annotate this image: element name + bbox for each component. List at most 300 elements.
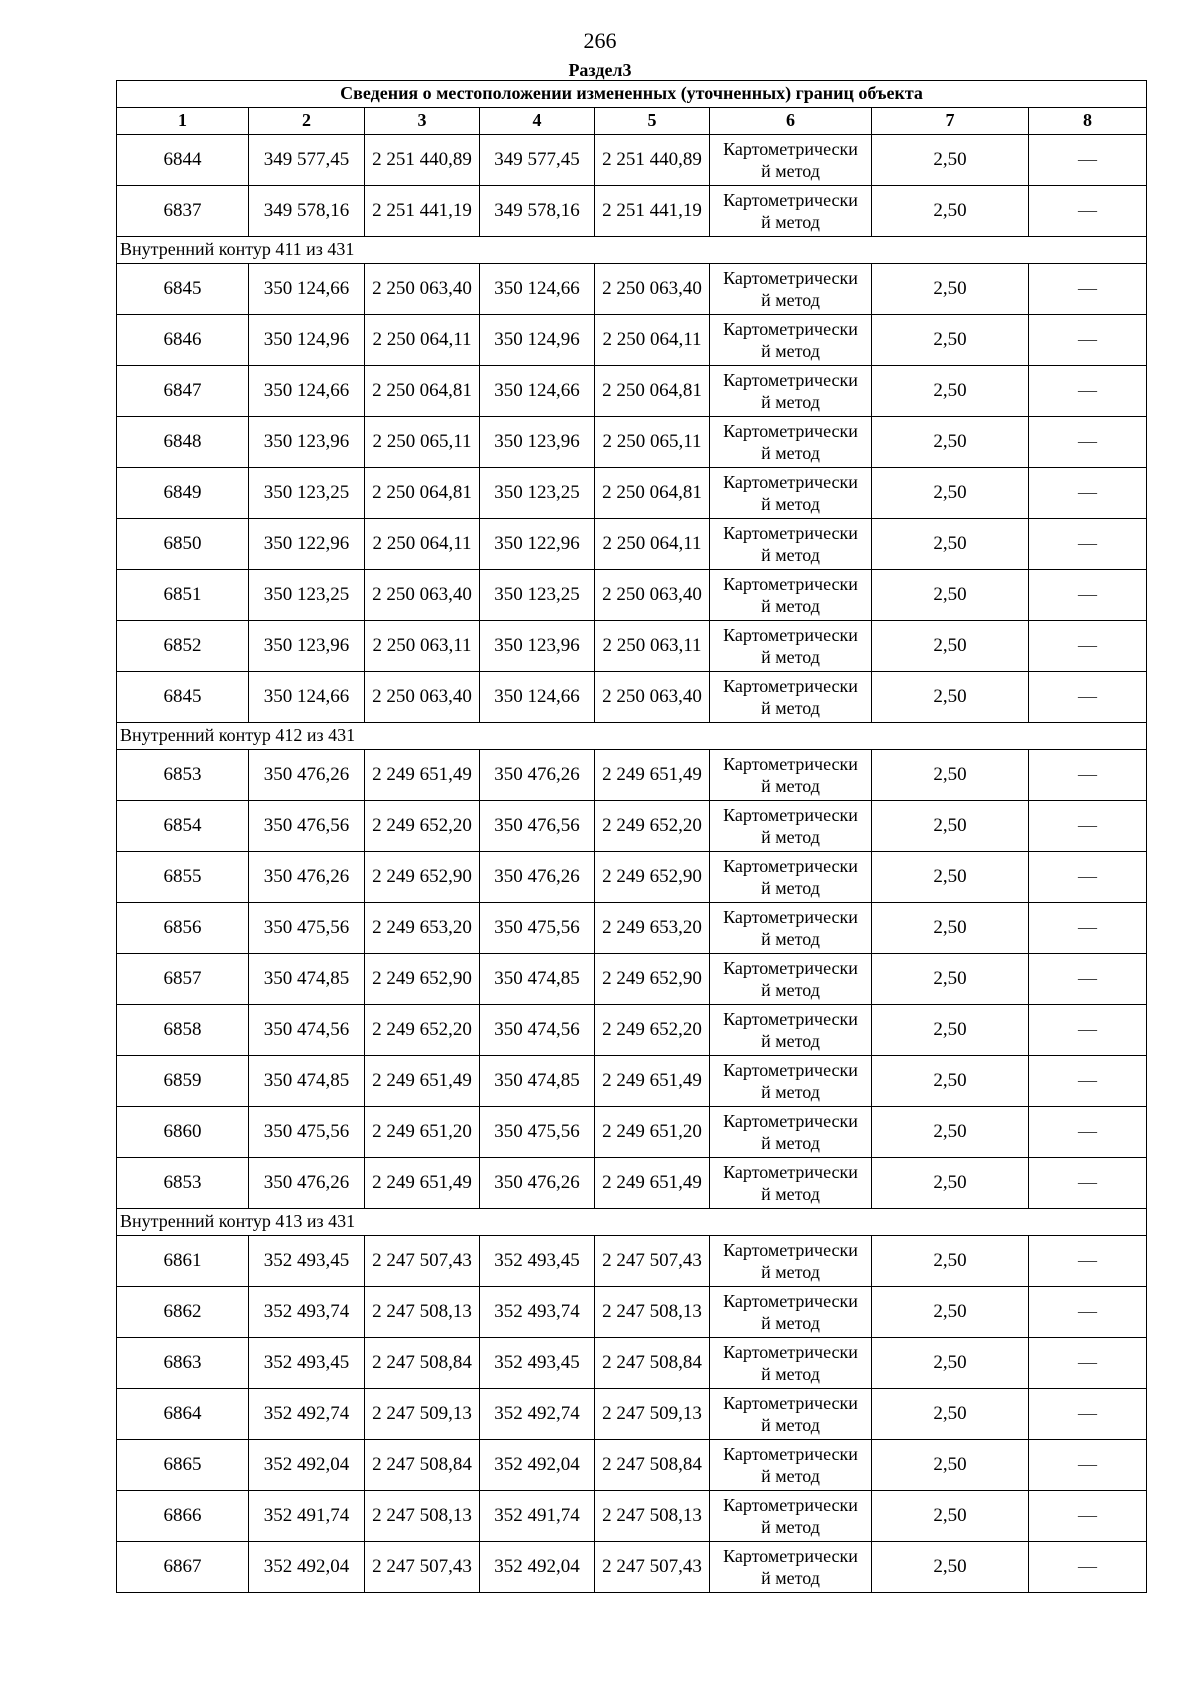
method-cell xyxy=(710,315,872,366)
y-refined-cell: 2 249 652,20 xyxy=(595,801,710,852)
precision-cell: 2,50 xyxy=(872,1389,1029,1440)
method-line-2: й метод xyxy=(761,827,820,847)
method-line-1: Картометрически xyxy=(723,1111,858,1131)
y-refined-cell: 2 247 509,13 xyxy=(595,1389,710,1440)
x-refined-cell: 350 474,85 xyxy=(480,954,595,1005)
y-existing-cell: 2 251 440,89 xyxy=(365,135,480,186)
y-existing-cell: 2 250 063,40 xyxy=(365,672,480,723)
point-id-cell: 6866 xyxy=(117,1491,249,1542)
method-line-1: Картометрически xyxy=(723,676,858,696)
precision-cell: 2,50 xyxy=(872,417,1029,468)
column-numbers-row xyxy=(117,108,1147,135)
point-id-cell: 6860 xyxy=(117,1107,249,1158)
y-refined-cell: 2 250 063,11 xyxy=(595,621,710,672)
table-row xyxy=(117,1107,1147,1158)
method-line-2: й метод xyxy=(761,647,820,667)
table-row xyxy=(117,672,1147,723)
x-refined-cell: 350 123,96 xyxy=(480,621,595,672)
x-existing-cell: 350 123,25 xyxy=(249,570,365,621)
method-line-2: й метод xyxy=(761,1415,820,1435)
method-line-2: й метод xyxy=(761,776,820,796)
x-refined-cell: 350 475,56 xyxy=(480,903,595,954)
method-cell xyxy=(710,1389,872,1440)
column8-cell: — xyxy=(1029,1287,1147,1338)
x-existing-cell: 350 474,85 xyxy=(249,1056,365,1107)
point-id-cell: 6846 xyxy=(117,315,249,366)
method-line-2: й метод xyxy=(761,929,820,949)
x-existing-cell: 349 577,45 xyxy=(249,135,365,186)
x-refined-cell: 352 493,45 xyxy=(480,1236,595,1287)
x-refined-cell: 349 577,45 xyxy=(480,135,595,186)
y-existing-cell: 2 250 063,40 xyxy=(365,264,480,315)
method-cell xyxy=(710,1287,872,1338)
column-number: 8 xyxy=(1029,108,1147,135)
column8-cell: — xyxy=(1029,852,1147,903)
method-line-1: Картометрически xyxy=(723,754,858,774)
y-refined-cell: 2 249 651,20 xyxy=(595,1107,710,1158)
table-row xyxy=(117,750,1147,801)
y-refined-cell: 2 249 651,49 xyxy=(595,1056,710,1107)
point-id-cell: 6845 xyxy=(117,264,249,315)
method-cell xyxy=(710,1440,872,1491)
method-line-2: й метод xyxy=(761,980,820,1000)
y-existing-cell: 2 247 508,13 xyxy=(365,1287,480,1338)
x-existing-cell: 352 491,74 xyxy=(249,1491,365,1542)
column8-cell: — xyxy=(1029,1389,1147,1440)
point-id-cell: 6849 xyxy=(117,468,249,519)
method-line-1: Картометрически xyxy=(723,319,858,339)
method-line-1: Картометрически xyxy=(723,1546,858,1566)
method-line-1: Картометрически xyxy=(723,139,858,159)
y-refined-cell: 2 247 508,13 xyxy=(595,1491,710,1542)
y-existing-cell: 2 251 441,19 xyxy=(365,186,480,237)
table-row xyxy=(117,1542,1147,1593)
column-number: 2 xyxy=(249,108,365,135)
method-line-1: Картометрически xyxy=(723,856,858,876)
method-line-2: й метод xyxy=(761,392,820,412)
section-title: Раздел3 xyxy=(568,60,632,80)
column8-cell: — xyxy=(1029,1542,1147,1593)
y-refined-cell: 2 251 441,19 xyxy=(595,186,710,237)
table-row xyxy=(117,468,1147,519)
precision-cell: 2,50 xyxy=(872,570,1029,621)
x-existing-cell: 352 493,45 xyxy=(249,1338,365,1389)
x-existing-cell: 350 474,56 xyxy=(249,1005,365,1056)
point-id-cell: 6853 xyxy=(117,1158,249,1209)
method-cell xyxy=(710,621,872,672)
precision-cell: 2,50 xyxy=(872,672,1029,723)
method-cell xyxy=(710,672,872,723)
y-refined-cell: 2 249 652,90 xyxy=(595,852,710,903)
method-line-2: й метод xyxy=(761,1466,820,1486)
table-row xyxy=(117,954,1147,1005)
x-existing-cell: 352 493,74 xyxy=(249,1287,365,1338)
point-id-cell: 6861 xyxy=(117,1236,249,1287)
point-id-cell: 6865 xyxy=(117,1440,249,1491)
point-id-cell: 6837 xyxy=(117,186,249,237)
x-refined-cell: 352 492,04 xyxy=(480,1440,595,1491)
point-id-cell: 6858 xyxy=(117,1005,249,1056)
method-cell xyxy=(710,186,872,237)
y-refined-cell: 2 249 651,49 xyxy=(595,1158,710,1209)
column8-cell: — xyxy=(1029,315,1147,366)
x-existing-cell: 350 476,26 xyxy=(249,750,365,801)
y-refined-cell: 2 251 440,89 xyxy=(595,135,710,186)
method-line-2: й метод xyxy=(761,878,820,898)
column8-cell: — xyxy=(1029,1338,1147,1389)
column8-cell: — xyxy=(1029,1107,1147,1158)
method-cell xyxy=(710,1338,872,1389)
y-existing-cell: 2 247 508,84 xyxy=(365,1440,480,1491)
method-line-1: Картометрически xyxy=(723,1009,858,1029)
y-existing-cell: 2 249 652,90 xyxy=(365,852,480,903)
precision-cell: 2,50 xyxy=(872,801,1029,852)
method-line-1: Картометрически xyxy=(723,190,858,210)
table-row xyxy=(117,315,1147,366)
table-row xyxy=(117,366,1147,417)
precision-cell: 2,50 xyxy=(872,519,1029,570)
method-line-1: Картометрически xyxy=(723,625,858,645)
point-id-cell: 6862 xyxy=(117,1287,249,1338)
x-refined-cell: 350 124,66 xyxy=(480,264,595,315)
method-line-2: й метод xyxy=(761,1517,820,1537)
y-refined-cell: 2 249 653,20 xyxy=(595,903,710,954)
y-refined-cell: 2 250 063,40 xyxy=(595,672,710,723)
table-row xyxy=(117,186,1147,237)
method-line-2: й метод xyxy=(761,290,820,310)
y-refined-cell: 2 247 507,43 xyxy=(595,1542,710,1593)
y-existing-cell: 2 247 509,13 xyxy=(365,1389,480,1440)
method-line-2: й метод xyxy=(761,161,820,181)
x-existing-cell: 350 123,25 xyxy=(249,468,365,519)
column-number: 6 xyxy=(710,108,872,135)
precision-cell: 2,50 xyxy=(872,1236,1029,1287)
y-existing-cell: 2 250 064,81 xyxy=(365,468,480,519)
table-row xyxy=(117,417,1147,468)
y-existing-cell: 2 249 652,20 xyxy=(365,801,480,852)
x-refined-cell: 350 476,56 xyxy=(480,801,595,852)
point-id-cell: 6857 xyxy=(117,954,249,1005)
precision-cell: 2,50 xyxy=(872,1158,1029,1209)
point-id-cell: 6859 xyxy=(117,1056,249,1107)
x-refined-cell: 352 493,74 xyxy=(480,1287,595,1338)
method-cell xyxy=(710,468,872,519)
point-id-cell: 6867 xyxy=(117,1542,249,1593)
method-line-1: Картометрически xyxy=(723,1240,858,1260)
column8-cell: — xyxy=(1029,366,1147,417)
precision-cell: 2,50 xyxy=(872,264,1029,315)
method-cell xyxy=(710,1056,872,1107)
column8-cell: — xyxy=(1029,801,1147,852)
y-refined-cell: 2 247 507,43 xyxy=(595,1236,710,1287)
boundary-coordinates-table xyxy=(116,80,1147,1593)
method-line-1: Картометрически xyxy=(723,1291,858,1311)
x-existing-cell: 350 123,96 xyxy=(249,417,365,468)
column-number: 5 xyxy=(595,108,710,135)
x-existing-cell: 350 124,66 xyxy=(249,264,365,315)
table-row xyxy=(117,1389,1147,1440)
precision-cell: 2,50 xyxy=(872,315,1029,366)
table-row xyxy=(117,1056,1147,1107)
contour-header-row xyxy=(117,237,1147,264)
x-refined-cell: 352 493,45 xyxy=(480,1338,595,1389)
point-id-cell: 6856 xyxy=(117,903,249,954)
method-cell xyxy=(710,417,872,468)
method-line-1: Картометрически xyxy=(723,1162,858,1182)
method-cell xyxy=(710,954,872,1005)
method-line-2: й метод xyxy=(761,443,820,463)
column8-cell: — xyxy=(1029,417,1147,468)
x-existing-cell: 349 578,16 xyxy=(249,186,365,237)
y-existing-cell: 2 249 651,20 xyxy=(365,1107,480,1158)
y-refined-cell: 2 247 508,13 xyxy=(595,1287,710,1338)
column8-cell: — xyxy=(1029,1005,1147,1056)
method-cell xyxy=(710,903,872,954)
x-existing-cell: 350 474,85 xyxy=(249,954,365,1005)
table-row xyxy=(117,1158,1147,1209)
method-line-1: Картометрически xyxy=(723,1393,858,1413)
contour-label: Внутренний контур 411 из 431 xyxy=(117,237,1147,264)
method-line-2: й метод xyxy=(761,1364,820,1384)
x-refined-cell: 352 492,04 xyxy=(480,1542,595,1593)
y-existing-cell: 2 247 507,43 xyxy=(365,1236,480,1287)
precision-cell: 2,50 xyxy=(872,1440,1029,1491)
x-existing-cell: 350 122,96 xyxy=(249,519,365,570)
precision-cell: 2,50 xyxy=(872,186,1029,237)
method-cell xyxy=(710,750,872,801)
method-line-1: Картометрически xyxy=(723,472,858,492)
method-cell xyxy=(710,1542,872,1593)
precision-cell: 2,50 xyxy=(872,1542,1029,1593)
column8-cell: — xyxy=(1029,570,1147,621)
method-line-2: й метод xyxy=(761,212,820,232)
x-refined-cell: 350 474,85 xyxy=(480,1056,595,1107)
column8-cell: — xyxy=(1029,954,1147,1005)
method-line-1: Картометрически xyxy=(723,1060,858,1080)
y-refined-cell: 2 250 064,11 xyxy=(595,519,710,570)
x-existing-cell: 352 493,45 xyxy=(249,1236,365,1287)
precision-cell: 2,50 xyxy=(872,954,1029,1005)
table-row xyxy=(117,1236,1147,1287)
y-refined-cell: 2 250 064,81 xyxy=(595,468,710,519)
y-refined-cell: 2 249 652,20 xyxy=(595,1005,710,1056)
method-cell xyxy=(710,366,872,417)
column8-cell: — xyxy=(1029,903,1147,954)
y-existing-cell: 2 250 064,11 xyxy=(365,519,480,570)
column8-cell: — xyxy=(1029,186,1147,237)
method-cell xyxy=(710,1158,872,1209)
y-refined-cell: 2 249 652,90 xyxy=(595,954,710,1005)
y-existing-cell: 2 250 064,11 xyxy=(365,315,480,366)
method-line-1: Картометрически xyxy=(723,268,858,288)
x-refined-cell: 350 124,66 xyxy=(480,366,595,417)
method-line-2: й метод xyxy=(761,698,820,718)
y-existing-cell: 2 250 063,40 xyxy=(365,570,480,621)
point-id-cell: 6854 xyxy=(117,801,249,852)
method-line-2: й метод xyxy=(761,545,820,565)
column8-cell: — xyxy=(1029,264,1147,315)
method-line-1: Картометрически xyxy=(723,958,858,978)
x-existing-cell: 350 124,66 xyxy=(249,672,365,723)
contour-header-row xyxy=(117,1209,1147,1236)
point-id-cell: 6850 xyxy=(117,519,249,570)
method-line-1: Картометрически xyxy=(723,421,858,441)
column8-cell: — xyxy=(1029,1440,1147,1491)
x-refined-cell: 352 491,74 xyxy=(480,1491,595,1542)
method-line-2: й метод xyxy=(761,1082,820,1102)
precision-cell: 2,50 xyxy=(872,621,1029,672)
method-line-2: й метод xyxy=(761,1313,820,1333)
method-cell xyxy=(710,1236,872,1287)
column8-cell: — xyxy=(1029,1056,1147,1107)
precision-cell: 2,50 xyxy=(872,903,1029,954)
x-refined-cell: 350 123,25 xyxy=(480,570,595,621)
method-cell xyxy=(710,801,872,852)
x-existing-cell: 352 492,04 xyxy=(249,1542,365,1593)
y-refined-cell: 2 249 651,49 xyxy=(595,750,710,801)
y-existing-cell: 2 247 508,13 xyxy=(365,1491,480,1542)
y-existing-cell: 2 247 507,43 xyxy=(365,1542,480,1593)
x-existing-cell: 350 476,56 xyxy=(249,801,365,852)
table-row xyxy=(117,621,1147,672)
method-cell xyxy=(710,570,872,621)
table-row xyxy=(117,1338,1147,1389)
method-line-1: Картометрически xyxy=(723,805,858,825)
method-line-2: й метод xyxy=(761,1262,820,1282)
table-caption: Сведения о местоположении измененных (уточненных) границ объекта xyxy=(117,81,1147,108)
method-line-1: Картометрически xyxy=(723,574,858,594)
method-cell xyxy=(710,852,872,903)
x-refined-cell: 350 123,25 xyxy=(480,468,595,519)
y-existing-cell: 2 249 651,49 xyxy=(365,750,480,801)
table-row xyxy=(117,852,1147,903)
method-line-1: Картометрически xyxy=(723,370,858,390)
x-existing-cell: 352 492,74 xyxy=(249,1389,365,1440)
point-id-cell: 6864 xyxy=(117,1389,249,1440)
method-line-2: й метод xyxy=(761,1133,820,1153)
x-refined-cell: 352 492,74 xyxy=(480,1389,595,1440)
point-id-cell: 6845 xyxy=(117,672,249,723)
x-refined-cell: 350 124,96 xyxy=(480,315,595,366)
method-cell xyxy=(710,135,872,186)
column8-cell: — xyxy=(1029,519,1147,570)
x-refined-cell: 350 476,26 xyxy=(480,1158,595,1209)
y-existing-cell: 2 249 653,20 xyxy=(365,903,480,954)
precision-cell: 2,50 xyxy=(872,750,1029,801)
precision-cell: 2,50 xyxy=(872,852,1029,903)
column8-cell: — xyxy=(1029,672,1147,723)
method-line-2: й метод xyxy=(761,341,820,361)
point-id-cell: 6853 xyxy=(117,750,249,801)
y-existing-cell: 2 249 652,90 xyxy=(365,954,480,1005)
x-existing-cell: 350 123,96 xyxy=(249,621,365,672)
table-row xyxy=(117,801,1147,852)
table-row xyxy=(117,264,1147,315)
y-existing-cell: 2 249 651,49 xyxy=(365,1158,480,1209)
y-refined-cell: 2 247 508,84 xyxy=(595,1338,710,1389)
method-line-2: й метод xyxy=(761,1031,820,1051)
x-refined-cell: 350 475,56 xyxy=(480,1107,595,1158)
x-existing-cell: 352 492,04 xyxy=(249,1440,365,1491)
column8-cell: — xyxy=(1029,468,1147,519)
point-id-cell: 6848 xyxy=(117,417,249,468)
y-refined-cell: 2 250 064,81 xyxy=(595,366,710,417)
y-refined-cell: 2 247 508,84 xyxy=(595,1440,710,1491)
x-existing-cell: 350 124,66 xyxy=(249,366,365,417)
x-refined-cell: 350 476,26 xyxy=(480,750,595,801)
x-refined-cell: 350 122,96 xyxy=(480,519,595,570)
table-row xyxy=(117,1491,1147,1542)
table-row xyxy=(117,519,1147,570)
table-row xyxy=(117,135,1147,186)
y-existing-cell: 2 250 064,81 xyxy=(365,366,480,417)
precision-cell: 2,50 xyxy=(872,135,1029,186)
method-line-2: й метод xyxy=(761,1184,820,1204)
column-number: 3 xyxy=(365,108,480,135)
y-existing-cell: 2 249 651,49 xyxy=(365,1056,480,1107)
method-line-1: Картометрически xyxy=(723,1495,858,1515)
column8-cell: — xyxy=(1029,1236,1147,1287)
x-refined-cell: 350 123,96 xyxy=(480,417,595,468)
method-cell xyxy=(710,519,872,570)
x-existing-cell: 350 475,56 xyxy=(249,903,365,954)
precision-cell: 2,50 xyxy=(872,366,1029,417)
x-refined-cell: 349 578,16 xyxy=(480,186,595,237)
table-row xyxy=(117,903,1147,954)
point-id-cell: 6855 xyxy=(117,852,249,903)
method-line-1: Картометрически xyxy=(723,523,858,543)
column8-cell: — xyxy=(1029,1158,1147,1209)
precision-cell: 2,50 xyxy=(872,1491,1029,1542)
point-id-cell: 6863 xyxy=(117,1338,249,1389)
x-refined-cell: 350 476,26 xyxy=(480,852,595,903)
precision-cell: 2,50 xyxy=(872,1338,1029,1389)
point-id-cell: 6852 xyxy=(117,621,249,672)
point-id-cell: 6851 xyxy=(117,570,249,621)
method-cell xyxy=(710,1491,872,1542)
precision-cell: 2,50 xyxy=(872,1107,1029,1158)
y-refined-cell: 2 250 063,40 xyxy=(595,264,710,315)
table-row xyxy=(117,1440,1147,1491)
method-line-2: й метод xyxy=(761,596,820,616)
column-number: 1 xyxy=(117,108,249,135)
point-id-cell: 6847 xyxy=(117,366,249,417)
column8-cell: — xyxy=(1029,750,1147,801)
precision-cell: 2,50 xyxy=(872,468,1029,519)
method-cell xyxy=(710,264,872,315)
table-row xyxy=(117,1287,1147,1338)
y-existing-cell: 2 250 063,11 xyxy=(365,621,480,672)
method-line-1: Картометрически xyxy=(723,1444,858,1464)
precision-cell: 2,50 xyxy=(872,1287,1029,1338)
contour-label: Внутренний контур 412 из 431 xyxy=(117,723,1147,750)
y-existing-cell: 2 249 652,20 xyxy=(365,1005,480,1056)
precision-cell: 2,50 xyxy=(872,1005,1029,1056)
column-number: 7 xyxy=(872,108,1029,135)
page-number: 266 xyxy=(583,28,617,53)
point-id-cell: 6844 xyxy=(117,135,249,186)
method-line-2: й метод xyxy=(761,1568,820,1588)
y-existing-cell: 2 247 508,84 xyxy=(365,1338,480,1389)
method-line-1: Картометрически xyxy=(723,907,858,927)
method-line-2: й метод xyxy=(761,494,820,514)
y-existing-cell: 2 250 065,11 xyxy=(365,417,480,468)
method-cell xyxy=(710,1107,872,1158)
column8-cell: — xyxy=(1029,135,1147,186)
precision-cell: 2,50 xyxy=(872,1056,1029,1107)
method-line-1: Картометрически xyxy=(723,1342,858,1362)
x-existing-cell: 350 476,26 xyxy=(249,1158,365,1209)
